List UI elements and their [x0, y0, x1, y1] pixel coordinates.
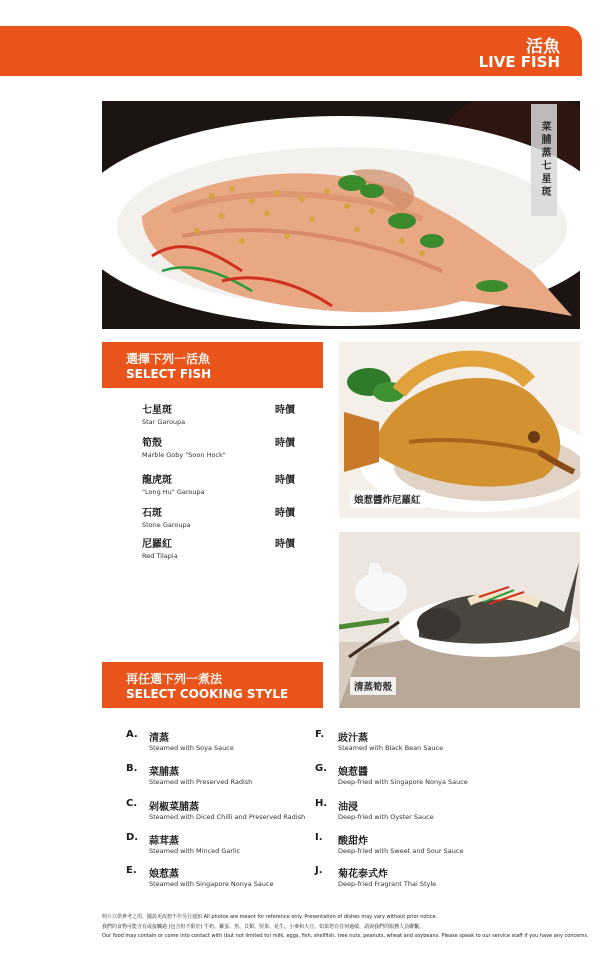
style-name-zh: 油浸	[338, 802, 358, 813]
style-letter: C.	[126, 798, 138, 809]
fish-item	[142, 504, 312, 529]
style-name-en: Deep-fried with Singapore Nonya Sauce	[338, 778, 468, 786]
fish-price: 時價	[275, 475, 295, 486]
fish-item	[142, 401, 312, 426]
hero-fish-photo	[102, 101, 580, 329]
fish-name-en: Star Garoupa	[142, 418, 186, 426]
style-name-en: Steamed with Singapore Nonya Sauce	[149, 880, 274, 888]
fish-name-zh: 筍殼	[142, 438, 162, 449]
cooking-style-title-zh: 再任選下列一煮法	[126, 672, 223, 686]
style-letter: H.	[315, 798, 328, 809]
style-letter: D.	[126, 832, 139, 843]
style-name-en: Steamed with Diced Chilli and Preserved Radish	[149, 813, 306, 821]
style-name-en: Steamed with Minced Garlic	[149, 847, 241, 855]
style-name-en: Steamed with Preserved Radish	[149, 778, 253, 786]
fish-name-zh: 龍虎斑	[142, 475, 172, 486]
fish-name-en: "Long Hu" Garoupa	[142, 488, 205, 496]
fish-name-en: Stone Garoupa	[142, 521, 191, 529]
style-name-zh: 娘惹蒸	[149, 869, 179, 880]
fish-item	[142, 434, 312, 459]
style-letter: G.	[315, 763, 328, 774]
style-letter: B.	[126, 763, 138, 774]
fish-price: 時價	[275, 539, 295, 550]
select-fish-header	[102, 342, 323, 388]
fish-price: 時價	[275, 438, 295, 449]
style-name-en: Deep-fried Fragrant Thai Style	[338, 880, 437, 888]
select-fish-title-zh: 選擇下列一活魚	[126, 352, 211, 366]
style-letter: I.	[315, 832, 323, 843]
style-name-zh: 菊花泰式炸	[338, 869, 388, 880]
style-letter: J.	[315, 865, 323, 876]
style-name-en: Deep-fried with Oyster Sauce	[338, 813, 434, 821]
fish-item	[142, 471, 312, 496]
style-name-zh: 蒜茸蒸	[149, 836, 179, 847]
style-letter: E.	[126, 865, 137, 876]
style-name-en: Steamed with Black Bean Sauce	[338, 744, 444, 752]
hero-dish-caption: 菜脯蒸七星斑	[531, 104, 557, 216]
fish-name-zh: 尼羅紅	[142, 539, 172, 550]
banner-title-zh: 活魚	[526, 37, 560, 57]
footer-allergen-en: Our food may contain or come into contact with (but not limited to) milk, eggs, fish, shellfish, tree nuts, peanuts, wheat and soybeans. Please speak to our service staff if you have any concerns.	[102, 933, 589, 939]
footer-disclaimer-photo: 照片只供參考之用，擺設更改恕不作另行通知 All photos are meant for reference only. Presentation of dishes may vary without prior notice.	[102, 914, 438, 920]
style-name-zh: 豉汁蒸	[338, 733, 368, 744]
cooking-style-header	[102, 662, 323, 708]
steamed-fish-caption: 清蒸筍殼	[350, 677, 396, 695]
live-fish-banner	[0, 26, 582, 76]
style-name-zh: 酸甜炸	[338, 836, 368, 847]
fish-name-en: Red Tilapia	[142, 552, 178, 560]
fish-price: 時價	[275, 405, 295, 416]
cooking-style-title-en: SELECT COOKING STYLE	[126, 687, 289, 701]
style-letter: A.	[126, 729, 138, 740]
fish-name-en: Marble Goby "Soon Hock"	[142, 451, 226, 459]
style-name-zh: 菜脯蒸	[149, 767, 179, 778]
style-name-zh: 剁椒菜脯蒸	[149, 802, 199, 813]
footer-allergen-zh: 我們的食物可能含有或接觸過 (包含但不限於) 牛奶、雞蛋、魚、貝類、堅果、花生、小麥和大豆。如果您有任何過敏，請與我們的服務人員聯繫。	[102, 924, 425, 930]
style-name-en: Deep-fried with Sweet and Sour Sauce	[338, 847, 464, 855]
style-name-en: Steamed with Soya Sauce	[149, 744, 234, 752]
fish-item	[142, 535, 312, 560]
fried-fish-caption: 娘惹醬炸尼羅紅	[350, 490, 425, 508]
banner-title-en: LIVE FISH	[478, 53, 560, 71]
style-name-zh: 清蒸	[149, 733, 169, 744]
fish-price: 時價	[275, 508, 295, 519]
fish-name-zh: 七星斑	[142, 405, 172, 416]
fish-name-zh: 石斑	[142, 508, 162, 519]
style-name-zh: 娘惹醬	[338, 767, 368, 778]
style-letter: F.	[315, 729, 325, 740]
select-fish-title-en: SELECT FISH	[126, 367, 212, 381]
